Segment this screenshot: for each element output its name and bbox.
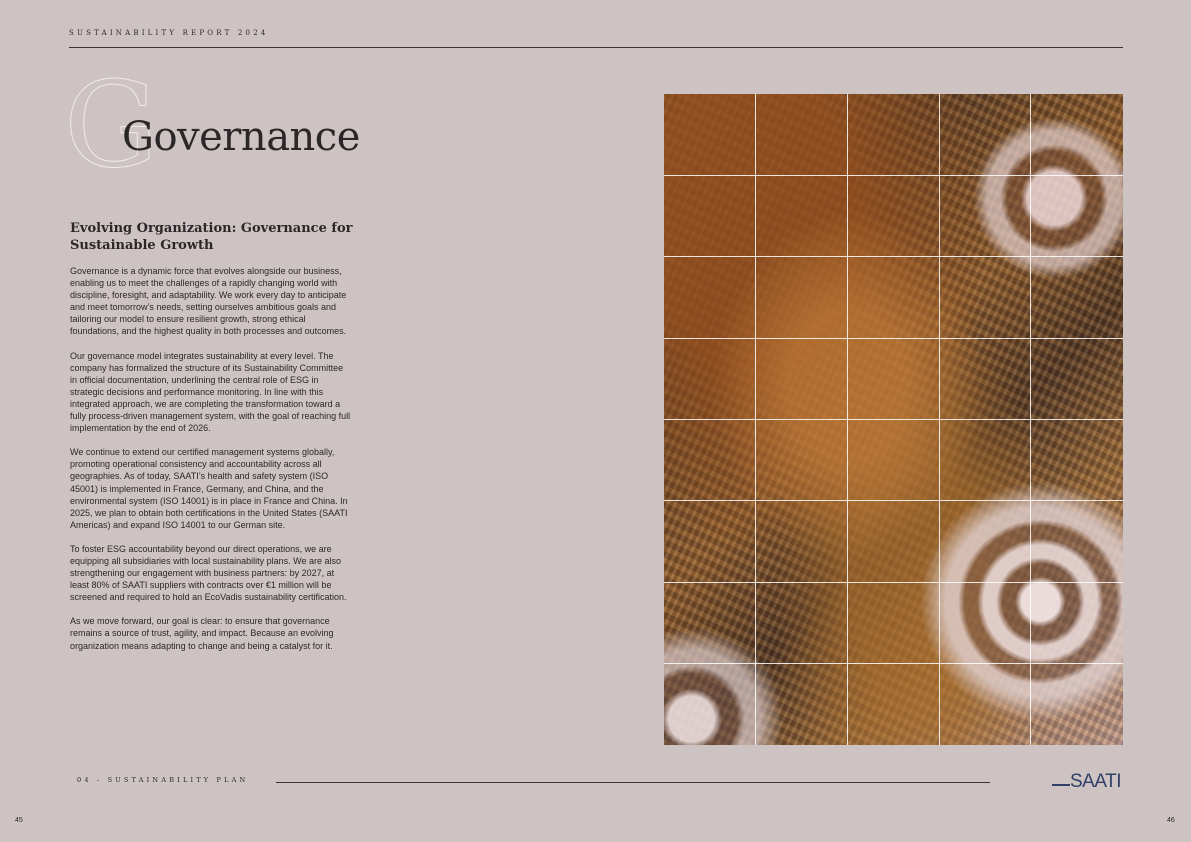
footer-divider [276, 782, 990, 783]
page-number-left: 45 [15, 817, 23, 824]
saati-logo [1052, 772, 1124, 792]
logo-text: SAATI [1070, 771, 1121, 792]
paragraph: Governance is a dynamic force that evolves alongside our business, enabling us to meet the challenges of a rapidly changing world with discipline, foresight, and adaptability. We work every day to anticipate and meet tomorrow’s needs, setting ourselves ambitious goals and tailoring our model to ensure resilient growth, strong ethical foundations, and the highest quality in both processes and outcomes. [70, 266, 347, 337]
section-label: 04 - SUSTAINABILITY PLAN [77, 776, 249, 784]
report-label: SUSTAINABILITY REPORT 2024 [69, 29, 269, 37]
page-number-right: 46 [1167, 817, 1175, 824]
photo-grid-line [664, 663, 1123, 664]
header-divider [69, 47, 1123, 48]
paragraph: We continue to extend our certified management systems globally, promoting operational consistency and accountability across all geographies. As of today, SAATI’s health and safety system (ISO 45001) is implemented in France, Germany, and China, and the environmental system (ISO 14001) is in place in France and China. In 2025, we plan to obtain both certifications in the United States (SAATI Americas) and expand ISO 14001 to our German site. [70, 447, 348, 530]
photo-grid-line [664, 582, 1123, 583]
photo-grid-line [664, 175, 1123, 176]
photo-grid-line [664, 256, 1123, 257]
water-ripple-photo [664, 94, 1123, 745]
paragraph: Our governance model integrates sustainability at every level. The company has formalized the structure of its Sustainability Committee in official documentation, underlining the central role of ESG in strategic decisions and performance monitoring. In line with this integrated approach, we are completing the transformation toward a fully process-driven management system, with the goal of reaching full implementation by the end of 2026. [70, 350, 351, 434]
paragraph: As we move forward, our goal is clear: to ensure that governance remains a source of trust, agility, and impact. Because an evolving organization means adapting to change and being a catalyst for it. [70, 616, 334, 651]
section-subtitle: Evolving Organization: Governance for Sustainable Growth [70, 221, 353, 253]
photo-grid-line [664, 419, 1123, 420]
photo-grid-line [664, 500, 1123, 501]
page-title: Governance [122, 114, 360, 160]
logo-dash [1052, 784, 1070, 786]
body-text [70, 265, 352, 664]
decorative-initial: G [64, 56, 159, 194]
photo-grid-line [664, 338, 1123, 339]
paragraph: To foster ESG accountability beyond our direct operations, we are equipping all subsidiaries with local sustainability plans. We are also strengthening our engagement with business partners: by 2027, at least 80% of SAATI suppliers with contracts over €1 million will be screened and required to hold an EcoVadis sustainability certification. [70, 543, 347, 603]
